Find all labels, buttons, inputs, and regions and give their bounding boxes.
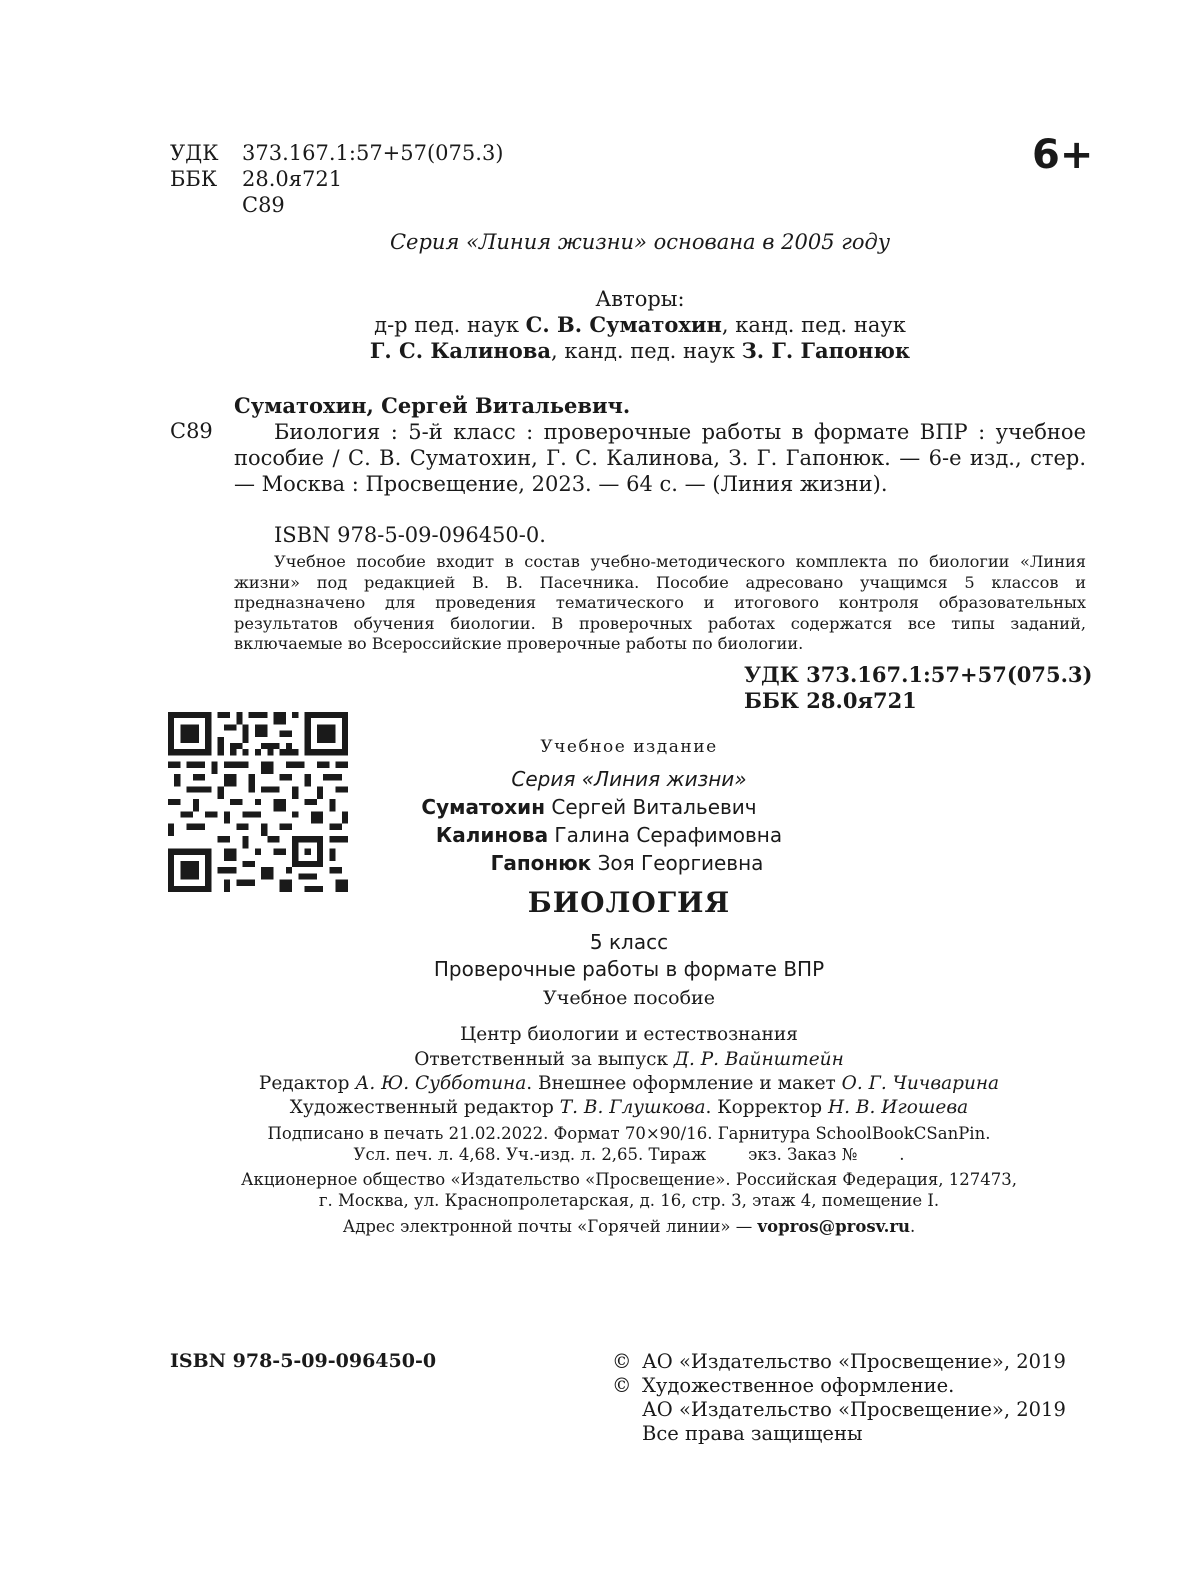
authors-heading: Авторы: bbox=[595, 287, 685, 311]
bib-bbk: ББК 28.0я721 bbox=[744, 688, 917, 713]
copyright-rights: Все права защищены bbox=[642, 1422, 863, 1445]
copyright-1: АО «Издательство «Просвещение», 2019 bbox=[642, 1350, 1066, 1373]
imprint-author-1-surname: Суматохин bbox=[421, 795, 546, 819]
imprint-author-2 bbox=[0, 823, 1200, 847]
author-degree-2: , канд. пед. наук bbox=[721, 313, 906, 337]
imprint-art bbox=[0, 1097, 1200, 1118]
author-name-3: З. Г. Гапонюк bbox=[741, 338, 911, 363]
imprint-publisher-2: г. Москва, ул. Краснопролетарская, д. 16, стр. 3, этаж 4, помещение I. bbox=[318, 1191, 940, 1210]
author-name-1: С. В. Суматохин bbox=[525, 312, 722, 337]
imprint-email: vopros@prosv.ru bbox=[757, 1217, 911, 1236]
imprint-grade: 5 класс bbox=[589, 930, 669, 954]
imprint-kind: Учебное издание bbox=[540, 737, 718, 757]
authors-block bbox=[340, 286, 940, 364]
bib-isbn: ISBN 978-5-09-096450-0. bbox=[274, 523, 546, 547]
bbk-value: 28.0я721 bbox=[242, 167, 343, 191]
bib-udk: УДК 373.167.1:57+57(075.3) bbox=[744, 662, 1093, 687]
imprint-email-label: Адрес электронной почты «Горячей линии» — bbox=[342, 1217, 758, 1236]
imprint-print-1: Подписано в печать 21.02.2022. Формат 70×90/16. Гарнитура SchoolBookCSanPin. bbox=[267, 1124, 991, 1143]
footer-isbn: ISBN 978-5-09-096450-0 bbox=[170, 1350, 437, 1372]
imprint-responsible-name: Д. Р. Вайнштейн bbox=[673, 1049, 844, 1070]
imprint-proof-name: Н. В. Игошева bbox=[828, 1097, 969, 1118]
age-rating: 6+ bbox=[1032, 132, 1094, 178]
bib-main-author: Суматохин, Сергей Витальевич. bbox=[234, 393, 631, 418]
imprint-art-name: Т. В. Глушкова bbox=[559, 1097, 706, 1118]
bib-annotation bbox=[234, 552, 1086, 655]
imprint-author-1-given: Сергей Витальевич bbox=[545, 795, 757, 819]
udk-label: УДК bbox=[170, 141, 219, 165]
imprint-editor-label: Редактор bbox=[258, 1073, 356, 1094]
imprint-author-2-surname: Калинова bbox=[435, 823, 549, 847]
footer-copyright bbox=[612, 1350, 1066, 1446]
bib-annotation-text: Учебное пособие входит в состав учебно-методического комплекта по биологии «Линия жизни» под редакцией В. В. Пасечника. Пособие адресовано учащимся 5 классов и предназначено для проведения тематического и итогового контроля образовательных результатов обучения биологии. В проверочных работах содержатся все типы заданий, включаемые во Всероссийские проверочные работы по биологии. bbox=[234, 552, 1086, 653]
imprint-author-1 bbox=[0, 795, 1200, 819]
copyright-symbol-1: © bbox=[612, 1350, 632, 1373]
imprint-author-3-surname: Гапонюк bbox=[490, 851, 592, 875]
imprint-print-2: Усл. печ. л. 4,68. Уч.-изд. л. 2,65. Тираж экз. Заказ № . bbox=[353, 1145, 905, 1164]
imprint-author-3 bbox=[0, 851, 1200, 875]
imprint-responsible-label: Ответственный за выпуск bbox=[414, 1049, 674, 1070]
bib-description bbox=[234, 419, 1086, 497]
copyright-2: Художественное оформление. bbox=[642, 1374, 955, 1397]
imprint-proof-label: . Корректор bbox=[705, 1097, 829, 1118]
imprint-author-3-given: Зоя Георгиевна bbox=[591, 851, 764, 875]
imprint-responsible bbox=[0, 1049, 1200, 1070]
imprint-design-name: О. Г. Чичварина bbox=[841, 1073, 1000, 1094]
imprint-author-2-given: Галина Серафимовна bbox=[548, 823, 783, 847]
series-note bbox=[0, 230, 1200, 254]
copyright-symbol-2: © bbox=[612, 1374, 632, 1397]
imprint-art-label: Художественный редактор bbox=[289, 1097, 560, 1118]
imprint-editors bbox=[0, 1073, 1200, 1094]
series-note-text: Серия «Линия жизни» основана в 2005 году bbox=[389, 230, 891, 254]
imprint-series: Серия «Линия жизни» bbox=[511, 767, 747, 791]
imprint-type: Учебное пособие bbox=[543, 987, 715, 1009]
imprint-title: БИОЛОГИЯ bbox=[527, 886, 731, 919]
author-name-2: Г. С. Калинова bbox=[369, 338, 551, 363]
bib-description-text: Биология : 5-й класс : проверочные работы в формате ВПР : учебное пособие / С. В. Суматохин, Г. С. Калинова, З. Г. Гапонюк. — 6-е изд., стер. — Москва : Просвещение, 2023. — 64 с. — (Линия жизни). bbox=[234, 420, 1086, 496]
bib-index: С89 bbox=[170, 419, 213, 443]
imprint-subtitle: Проверочные работы в формате ВПР bbox=[433, 957, 825, 981]
imprint-email-line bbox=[0, 1217, 1200, 1236]
imprint-center: Центр биологии и естествознания bbox=[460, 1024, 798, 1045]
author-degree-3: , канд. пед. наук bbox=[551, 339, 742, 363]
imprint-email-end: . bbox=[910, 1217, 916, 1236]
bib-classification bbox=[744, 662, 1092, 714]
imprint-editor-name: А. Ю. Субботина bbox=[355, 1073, 527, 1094]
copyright-3: АО «Издательство «Просвещение», 2019 bbox=[642, 1398, 1066, 1421]
imprint-publisher-1: Акционерное общество «Издательство «Просвещение». Российская Федерация, 127473, bbox=[241, 1170, 1017, 1189]
imprint-design-label: . Внешнее оформление и макет bbox=[526, 1073, 842, 1094]
udk-block bbox=[170, 140, 504, 218]
author-degree-1: д-р пед. наук bbox=[374, 313, 526, 337]
author-mark: С89 bbox=[242, 193, 285, 217]
udk-value: 373.167.1:57+57(075.3) bbox=[242, 141, 504, 165]
bbk-label: ББК bbox=[170, 167, 218, 191]
